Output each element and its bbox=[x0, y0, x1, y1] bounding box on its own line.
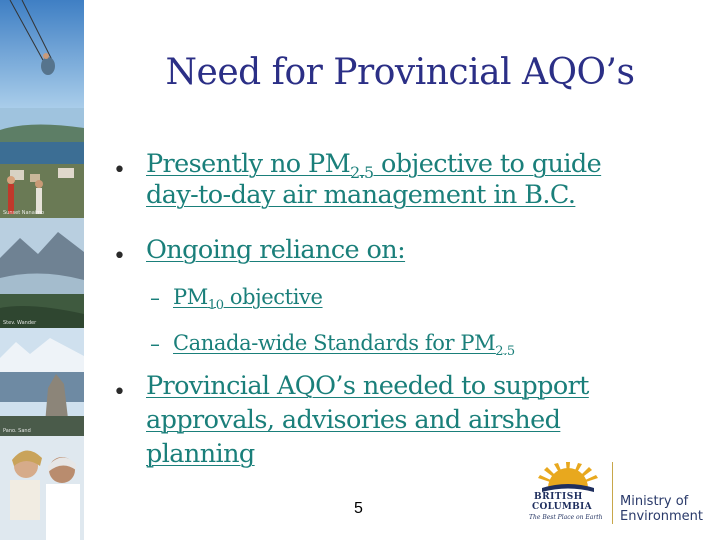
sub-bullet-2-text: Canada-wide Standards for $PM_{2.5}$ bbox=[173, 331, 515, 359]
bullet-3-line-3: planning bbox=[146, 439, 255, 469]
ministry-line-2: Environment bbox=[620, 509, 704, 524]
sub-bullet-2-dash: – bbox=[150, 332, 160, 356]
photo-coastal-town bbox=[0, 108, 84, 218]
bullet-1-line-2: day-to-day air management in B.C. bbox=[146, 180, 576, 210]
photo-caption-2: Stev. Wander bbox=[3, 320, 37, 326]
photo-strip bbox=[0, 0, 84, 540]
bc-wordmark-line-2: COLUMBIA bbox=[532, 502, 592, 512]
bc-government-logo bbox=[524, 458, 714, 528]
sub-bullet-1-dash: – bbox=[150, 286, 160, 310]
page-number: 5 bbox=[354, 500, 363, 517]
bullet-1-marker: • bbox=[113, 158, 126, 183]
photo-caption-1: Sunset Nanaimo bbox=[3, 210, 45, 216]
bullet-3-marker: • bbox=[113, 380, 126, 405]
bullet-3-line-2: approvals, advisories and airshed bbox=[146, 405, 561, 435]
photo-mountain-inlet bbox=[0, 218, 84, 328]
photo-rock-climber bbox=[0, 328, 84, 436]
ministry-line-1: Ministry of bbox=[620, 494, 689, 509]
bc-wordmark-line-1: BRITISH bbox=[534, 492, 583, 502]
bullet-3-line-1: Provincial AQO’s needed to support bbox=[146, 371, 589, 401]
sun-emblem-icon bbox=[526, 458, 610, 494]
bullet-2-text: Ongoing reliance on: bbox=[146, 235, 406, 265]
ministry-name bbox=[620, 494, 703, 524]
bc-tagline: The Best Place on Earth bbox=[529, 514, 603, 521]
photo-caption-3: Pano. Sand bbox=[3, 428, 31, 434]
photo-swing-sky bbox=[0, 0, 84, 108]
logo-divider bbox=[612, 462, 613, 524]
bullet-1-line-1: Presently no $PM_{2.5}$ objective to guide bbox=[146, 149, 602, 182]
sub-bullet-1-text: $PM_{10}$ objective bbox=[173, 285, 323, 313]
slide-title: Need for Provincial AQO’s bbox=[165, 52, 635, 93]
photo-family bbox=[0, 436, 84, 540]
bullet-2-marker: • bbox=[113, 244, 126, 269]
